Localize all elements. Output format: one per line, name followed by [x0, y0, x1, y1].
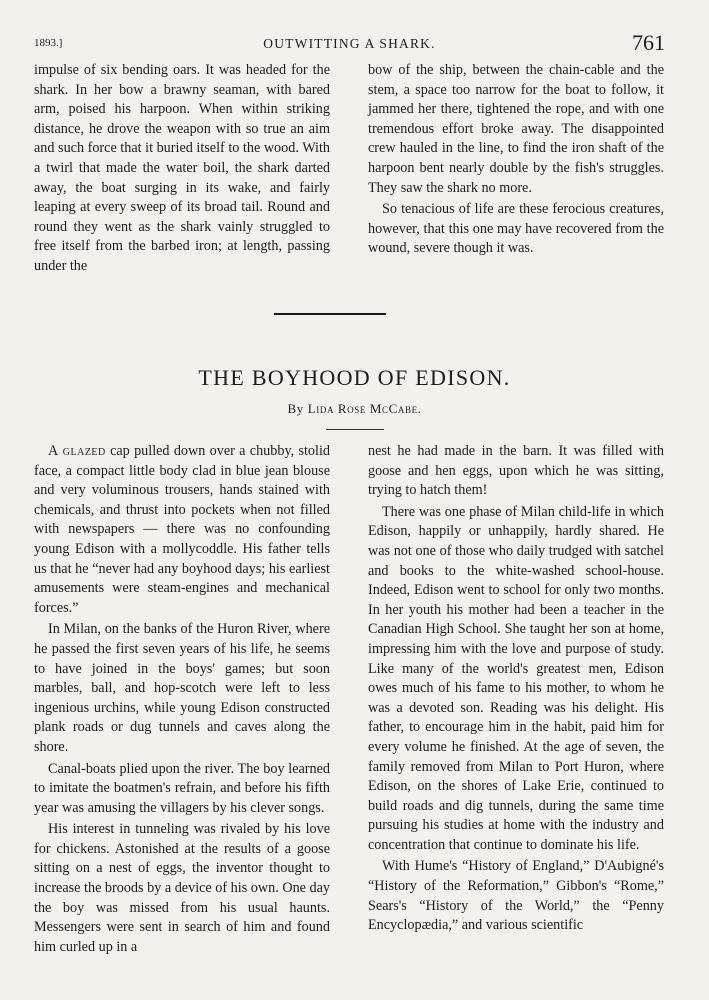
running-header [34, 30, 665, 56]
author-name: Lida Rose McCabe. [307, 401, 422, 416]
paragraph: His interest in tunneling was rivaled by his love for chickens. Astonished at the results of a goose sitting on a nest of eggs, the inventor thought to increase the broods by a device of his own. One day the boy was missed from his usual haunts. Messengers were sent in search of him and found him curled up in a [34, 821, 330, 955]
edison-article-columns [34, 442, 664, 957]
shark-left-column [34, 61, 330, 277]
lead-words: A glazed [48, 443, 106, 459]
byline [0, 401, 709, 417]
edison-right-column [368, 442, 664, 957]
byline-rule [326, 429, 384, 430]
lead-paragraph [34, 442, 330, 618]
running-title: OUTWITTING A SHARK. [263, 36, 436, 51]
paragraph: nest he had made in the barn. It was filled with goose and hen eggs, upon which he was sitting, trying to hatch them! [368, 443, 664, 499]
paragraph: So tenacious of life are these ferocious creatures, however, that this one may have recovered from the wound, severe though it was. [368, 201, 664, 257]
paragraph: bow of the ship, between the chain-cable and the stem, a space too narrow for the boat to follow, it jammed her there, tightened the rope, and with one tremendous effort broke away. The disappointed crew hauled in the line, to find the iron shaft of the harpoon bent nearly double by the fish's struggles. They saw the shark no more. [368, 62, 664, 196]
shark-story-columns [34, 61, 664, 277]
paragraph: Canal-boats plied upon the river. The boy learned to imitate the boatmen's refrain, and before his fifth year was amusing the villagers by his clever songs. [34, 760, 330, 816]
edison-left-column [34, 442, 330, 957]
lead-text: cap pulled down over a chubby, stolid face, a compact little body clad in blue jean blouse and very voluminous trousers, hands stained with chemicals, and thrust into pockets when not filled with newspapers — there was no confounding young Edison with a mollycoddle. His father tells us that he “never had any boyhood days; his earliest amusements were steam-engines and mechanical forces.” [34, 443, 331, 616]
article-title: THE BOYHOOD OF EDISON. [198, 365, 511, 390]
page-number: 761 [632, 30, 665, 55]
shark-right-column [368, 61, 664, 277]
byline-prefix: By [287, 401, 304, 416]
issue-date: 1893.] [34, 37, 63, 49]
paragraph: There was one phase of Milan child-life in which Edison, happily or unhappily, hardly shared. He was not one of those who daily trudged with satchel and books to the white-washed school-house. Indeed, Edison went to school for only two months. In her youth his mother had been a teacher in the Canadian High School. She taught her son at home, impressing him with the love and purpose of study. Like many of the world's greatest men, Edison owes much of his fame to his mother, to whom he was a devoted son. Reading was his delight. His father, to encourage him in the habit, paid him for every volume he finished. At the age of seven, the family removed from Milan to Port Huron, where Edison, on the shores of Lake Erie, continued to build roads and dig tunnels, during the same time pursuing his studies at home with the industry and concentration that continue to dominate his life. [368, 503, 664, 853]
paragraph: In Milan, on the banks of the Huron River, where he passed the first seven years of his life, he seems to have joined in the boys' games; but soon marbles, ball, and hop-scotch were left to less ingenious urchins, while young Edison constructed plank roads or dug tunnels and caves along the shore. [34, 621, 330, 755]
section-divider [274, 313, 386, 315]
paragraph: impulse of six bending oars. It was headed for the shark. In her bow a brawny seaman, with bared arm, poised his harpoon. When within striking distance, he drove the weapon with so true an aim and such force that it buried itself to the wood. With a twirl that made the water boil, the shark darted away, the boat surging in its wake, and fairly leaping at every sweep of its broad tail. Round and round they went as the shark vainly struggled to free itself from the barbed iron; at length, passing under the [34, 62, 330, 274]
paragraph: With Hume's “History of England,” D'Aubigné's “History of the Reformation,” Gibbon's “Rome,” Sears's “History of the World,” the “Penny Encyclopædia,” and various scientific [368, 858, 664, 934]
